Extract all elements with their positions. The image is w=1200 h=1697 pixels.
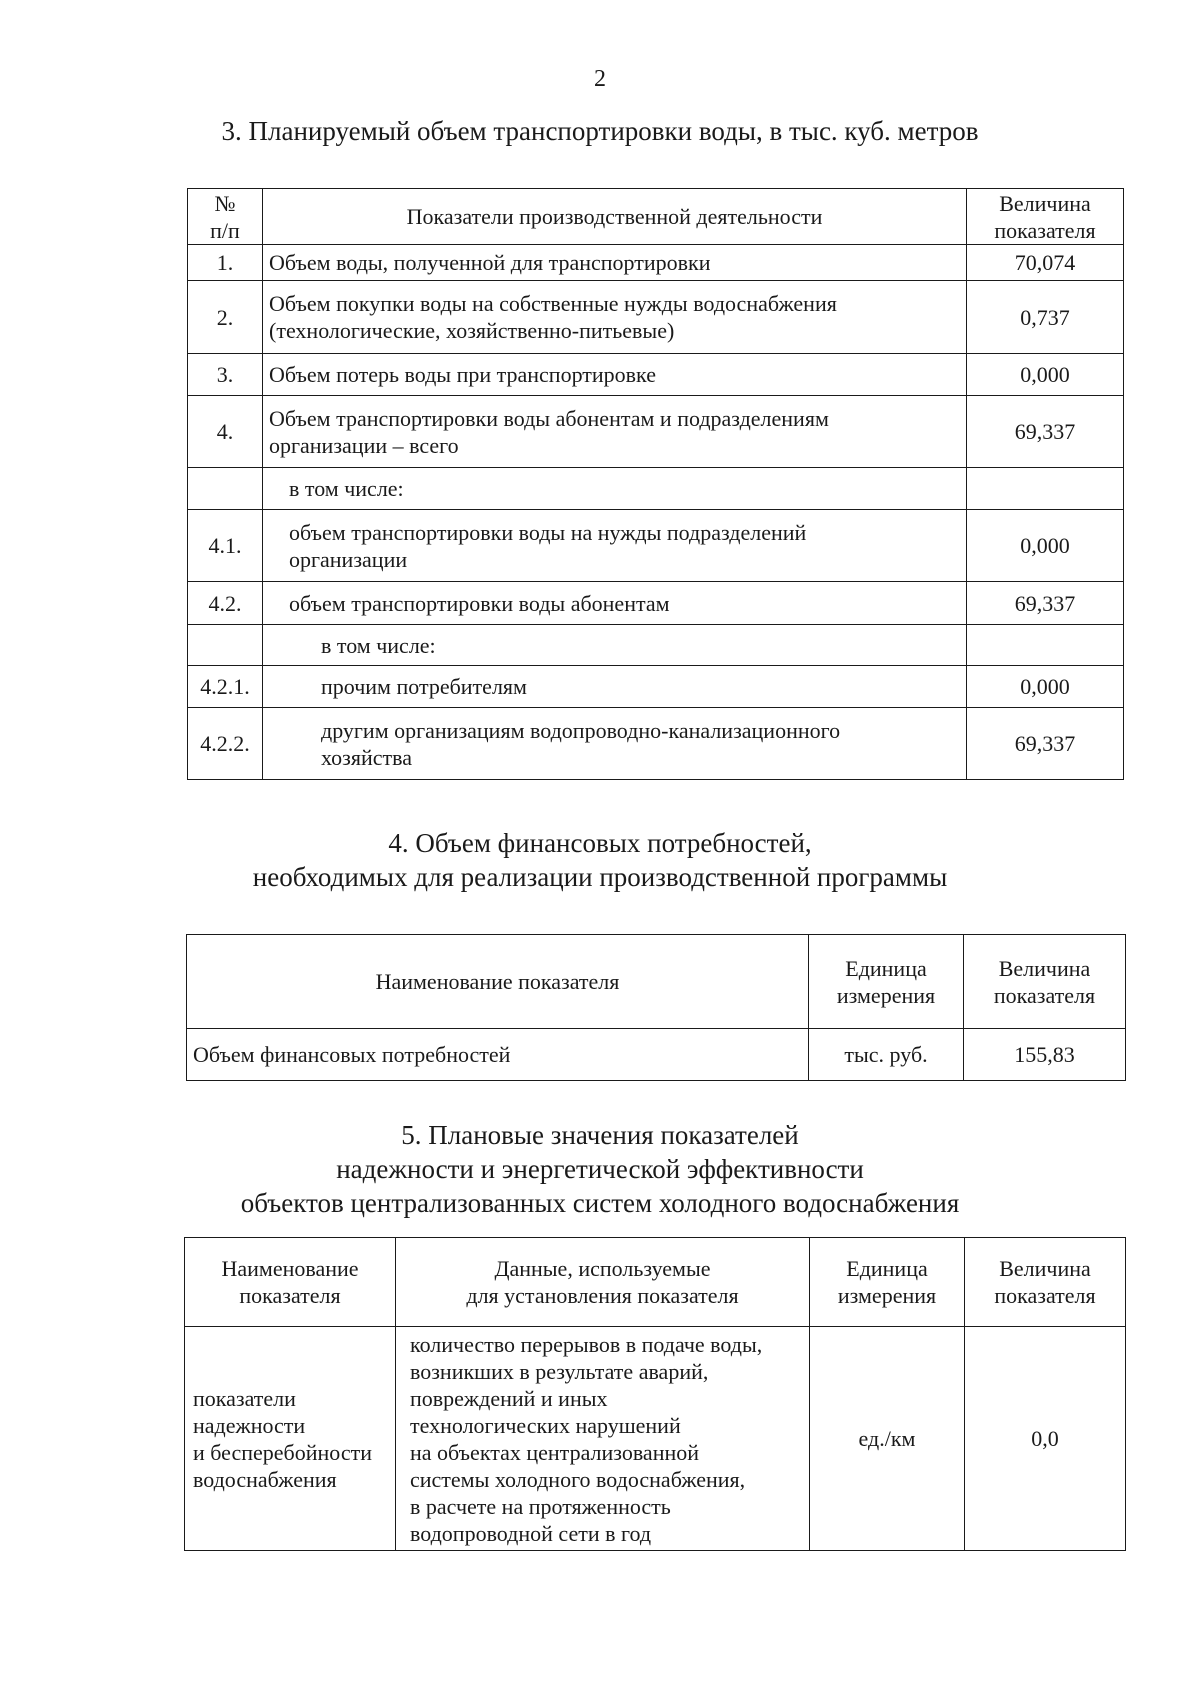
row-unit: ед./км <box>810 1327 965 1551</box>
row-value: 0,000 <box>967 510 1124 582</box>
table-row <box>187 1029 1126 1081</box>
row-value <box>967 468 1124 510</box>
table-row <box>188 625 1124 666</box>
table-row <box>188 582 1124 625</box>
row-text: Объем покупки воды на собственные нужды водоснабжения (технологические, хозяйственно-питьевые) <box>263 281 967 354</box>
row-value: 69,337 <box>967 582 1124 625</box>
reliability-table <box>184 1237 1126 1551</box>
row-text: Объем воды, полученной для транспортировки <box>263 245 967 281</box>
section-4-title: 4. Объем финансовых потребностей, необходимых для реализации производственной программы <box>252 828 948 892</box>
table-row <box>188 281 1124 354</box>
row-num: 2. <box>188 281 263 354</box>
row-value: 0,0 <box>965 1327 1126 1551</box>
row-value: 70,074 <box>967 245 1124 281</box>
row-value <box>967 625 1124 666</box>
row-value: 69,337 <box>967 396 1124 468</box>
row-name: показатели надежности и бесперебойности водоснабжения <box>185 1327 396 1551</box>
header-unit: Единица измерения <box>809 935 964 1029</box>
row-num: 4.2.1. <box>188 666 263 708</box>
table-row <box>188 666 1124 708</box>
table-row <box>188 510 1124 582</box>
row-text: объем транспортировки воды на нужды подразделений организации <box>263 510 967 582</box>
row-text: в том числе: <box>263 468 967 510</box>
header-name: Наименование показателя <box>187 935 809 1029</box>
table-header-row <box>185 1238 1126 1327</box>
row-text: другим организациям водопроводно-канализационного хозяйства <box>263 708 967 780</box>
section-3-title: 3. Планируемый объем транспортировки воды, в тыс. куб. метров <box>221 116 979 146</box>
row-num: 4. <box>188 396 263 468</box>
row-text: объем транспортировки воды абонентам <box>263 582 967 625</box>
row-name: Объем финансовых потребностей <box>187 1029 809 1081</box>
header-unit: Единица измерения <box>810 1238 965 1327</box>
header-value: Величина показателя <box>967 189 1124 245</box>
row-num: 4.2.2. <box>188 708 263 780</box>
transport-volume-table <box>187 188 1124 780</box>
row-num: 3. <box>188 354 263 396</box>
row-text: прочим потребителям <box>263 666 967 708</box>
row-num: 1. <box>188 245 263 281</box>
table-row <box>188 245 1124 281</box>
row-num <box>188 625 263 666</box>
header-data: Данные, используемые для установления показателя <box>396 1238 810 1327</box>
row-text: в том числе: <box>263 625 967 666</box>
row-value: 69,337 <box>967 708 1124 780</box>
table-header-row <box>187 935 1126 1029</box>
row-unit: тыс. руб. <box>809 1029 964 1081</box>
row-text: Объем транспортировки воды абонентам и подразделениям организации – всего <box>263 396 967 468</box>
table-row <box>188 396 1124 468</box>
table-row <box>188 468 1124 510</box>
header-num: № п/п <box>188 189 263 245</box>
financial-needs-table <box>186 934 1126 1081</box>
row-num <box>188 468 263 510</box>
table-row <box>185 1327 1126 1551</box>
header-value: Величина показателя <box>964 935 1126 1029</box>
header-name: Наименование показателя <box>185 1238 396 1327</box>
table-row <box>188 354 1124 396</box>
row-num: 4.2. <box>188 582 263 625</box>
header-indicator: Показатели производственной деятельности <box>263 189 967 245</box>
row-value: 0,000 <box>967 354 1124 396</box>
section-5-title: 5. Плановые значения показателей надежности и энергетической эффективности объектов централизованных систем холодного водоснабжения <box>240 1120 960 1218</box>
row-value: 155,83 <box>964 1029 1126 1081</box>
header-value: Величина показателя <box>965 1238 1126 1327</box>
table-row <box>188 708 1124 780</box>
row-num: 4.1. <box>188 510 263 582</box>
row-value: 0,000 <box>967 666 1124 708</box>
row-value: 0,737 <box>967 281 1124 354</box>
page-number: 2 <box>594 66 606 92</box>
row-text: Объем потерь воды при транспортировке <box>263 354 967 396</box>
row-data: количество перерывов в подаче воды, возникших в результате аварий, повреждений и иных технологических нарушений на объектах централизованной системы холодного водоснабжения, в расчете на протяженность водопроводной сети в год <box>396 1327 810 1551</box>
table-header-row <box>188 189 1124 245</box>
